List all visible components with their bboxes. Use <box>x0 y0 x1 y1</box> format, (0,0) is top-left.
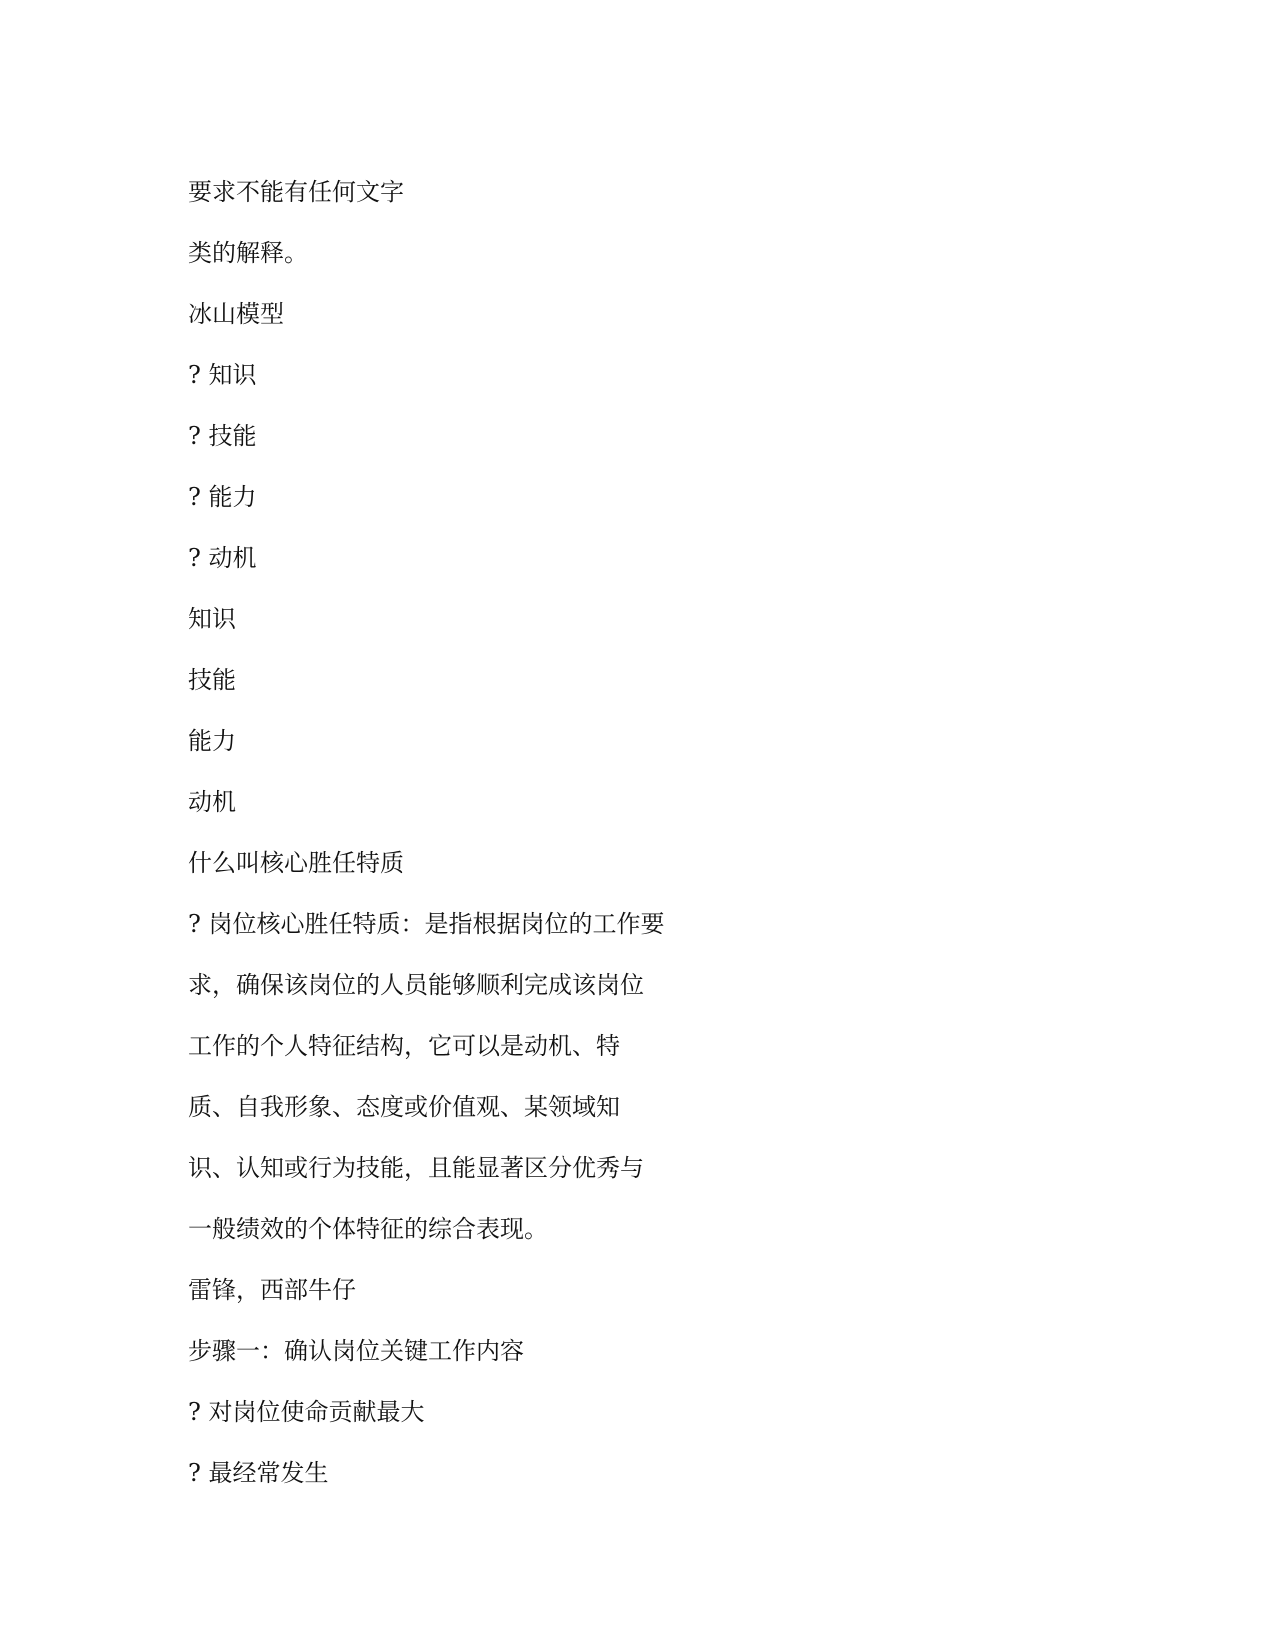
text-line: 质、自我形象、态度或价值观、某领域知 <box>188 1093 620 1121</box>
bullet-item: ? 对岗位使命贡献最大 <box>188 1398 425 1426</box>
text-line: 一般绩效的个体特征的综合表现。 <box>188 1215 548 1243</box>
text-line: 知识 <box>188 605 236 633</box>
text-line: 识、认知或行为技能，且能显著区分优秀与 <box>188 1154 644 1182</box>
bullet-item: ? 能力 <box>188 483 257 511</box>
section-heading: 冰山模型 <box>188 300 284 328</box>
text-line: 求，确保该岗位的人员能够顺利完成该岗位 <box>188 971 644 999</box>
bullet-item: ? 最经常发生 <box>188 1459 329 1487</box>
text-line: 工作的个人特征结构，它可以是动机、特 <box>188 1032 620 1060</box>
bullet-item: ? 技能 <box>188 422 257 450</box>
bullet-item: ? 知识 <box>188 361 257 389</box>
section-heading: 什么叫核心胜任特质 <box>188 849 404 877</box>
bullet-item: ? 岗位核心胜任特质：是指根据岗位的工作要 <box>188 910 665 938</box>
text-line: 技能 <box>188 666 236 694</box>
text-line: 类的解释。 <box>188 239 308 267</box>
section-heading: 步骤一：确认岗位关键工作内容 <box>188 1337 524 1365</box>
text-line: 能力 <box>188 727 236 755</box>
text-line: 动机 <box>188 788 236 816</box>
document-body <box>188 172 708 1514</box>
text-line: 雷锋，西部牛仔 <box>188 1276 356 1304</box>
bullet-item: ? 动机 <box>188 544 257 572</box>
text-line: 要求不能有任何文字 <box>188 178 404 206</box>
